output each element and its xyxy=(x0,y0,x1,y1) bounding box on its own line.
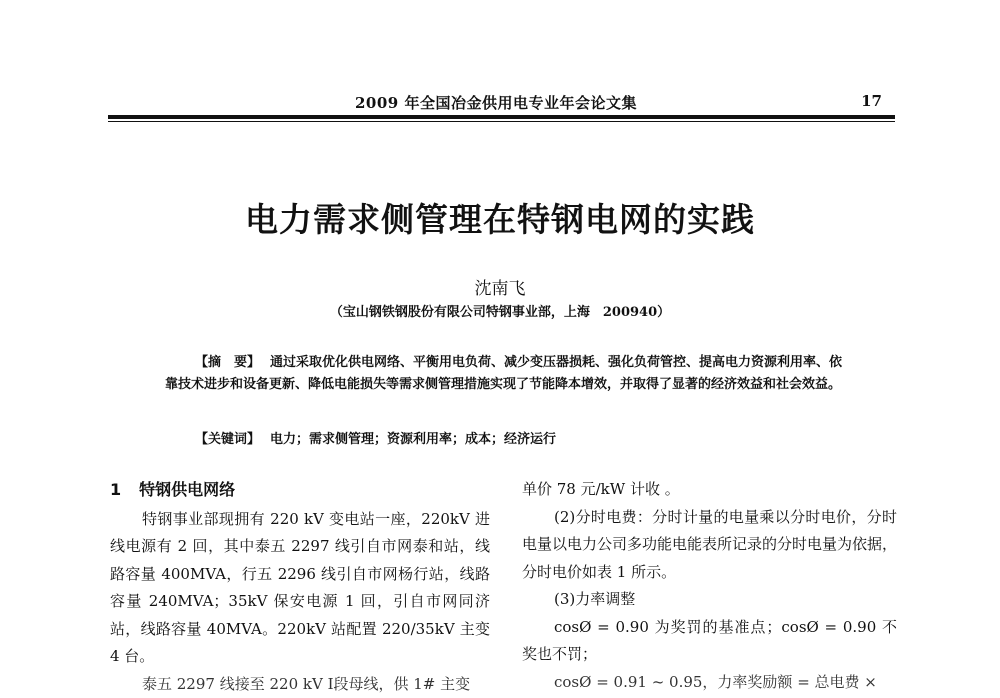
page-number: 17 xyxy=(861,92,882,110)
section-paragraph-cut: 泰五 2297 线接至 220 kV Ⅰ段母线，供 1# 主变 xyxy=(110,671,490,698)
left-column xyxy=(110,476,490,698)
keywords-label: 【关键词】 xyxy=(195,432,260,447)
section-number: 1 xyxy=(110,480,121,499)
power-factor-line-1: cosØ = 0.90 为奖罚的基准点；cosØ = 0.90 不奖也不罚； xyxy=(522,614,897,669)
keywords xyxy=(195,428,855,447)
time-of-use-paragraph: (2)分时电费：分时计量的电量乘以分时电价，分时电量以电力公司多功能电能表所记录的分时电量为依据，分时电价如表 1 所示。 xyxy=(522,504,897,587)
author-name: 沈南飞 xyxy=(0,274,1000,299)
right-column xyxy=(522,476,897,696)
journal-title: 2009 年全国冶金供用电专业年会论文集 xyxy=(355,92,637,113)
running-head xyxy=(110,90,890,114)
section-heading xyxy=(110,476,490,504)
price-line: 单价 78 元/kW 计收 。 xyxy=(522,476,897,504)
abstract xyxy=(165,352,855,396)
paper-title: 电力需求侧管理在特钢电网的实践 xyxy=(0,194,1000,241)
power-factor-heading: (3)力率调整 xyxy=(522,586,897,614)
power-factor-line-2: cosØ = 0.91 ~ 0.95，力率奖励额 = 总电费 × xyxy=(522,669,897,697)
header-rule-thick xyxy=(108,115,895,119)
header-rule-thin xyxy=(108,121,895,122)
keywords-text: 电力；需求侧管理；资源利用率；成本；经济运行 xyxy=(270,432,556,447)
section-paragraph: 特钢事业部现拥有 220 kV 变电站一座，220kV 进线电源有 2 回，其中泰五 2297 线引自市网泰和站，线路容量 400MVA，行五 2296 线引自市网杨行站，线路容量 240MVA；35kV 保安电源 1 回，引自市网同济站，线路容量 40MVA。220kV 站配置 220/35kV 主变 4 台。 xyxy=(110,506,490,671)
section-title: 特钢供电网络 xyxy=(139,480,235,499)
abstract-label: 【摘 要】 xyxy=(195,355,260,370)
abstract-text: 通过采取优化供电网络、平衡用电负荷、减少变压器损耗、强化负荷管控、提高电力资源利用率、依靠技术进步和设备更新、降低电能损失等需求侧管理措施实现了节能降本增效，并取得了显著的经济效益和社会效益。 xyxy=(165,355,842,392)
author-affiliation: （宝山钢铁钢股份有限公司特钢事业部，上海 200940） xyxy=(0,301,1000,320)
